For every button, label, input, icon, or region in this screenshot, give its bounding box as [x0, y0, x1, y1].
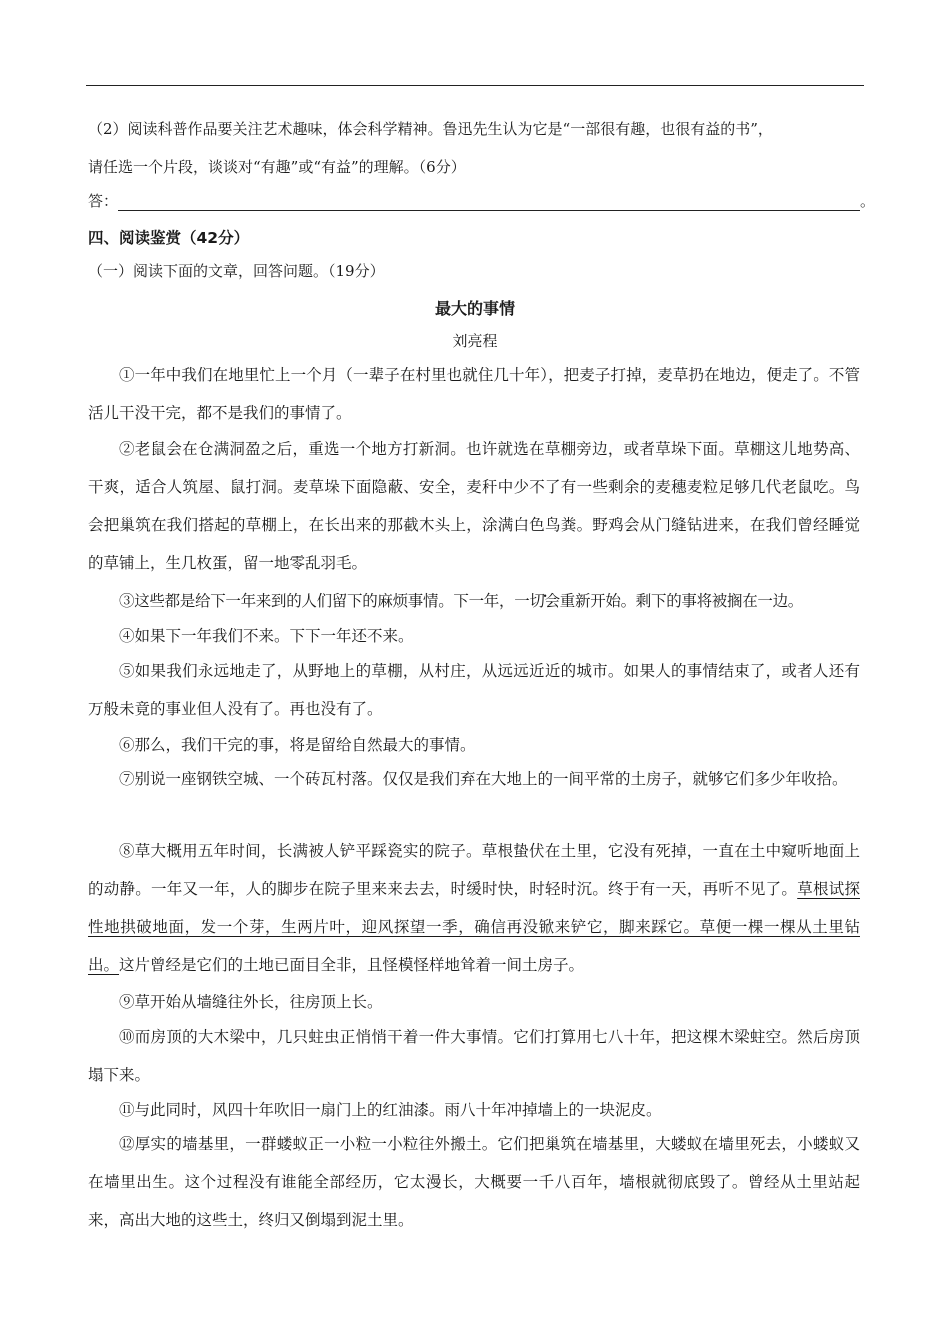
question-2-line-2: 请任选一个片段，谈谈对“有趣”或“有益”的理解。（6分） — [88, 158, 466, 176]
answer-line — [88, 190, 875, 211]
answer-label: 答： — [88, 192, 119, 210]
paragraph-8-start: ⑧草大概用五年时间，长满被人铲平踩瓷实的院子。草根蛰伏在土里，它没有死掉，一直在土中窥听地面上的动静。一年又一年，人的脚步在院子里来来去去，时缓时快，时轻时沉。终于有一天，再听不见了。 — [88, 842, 860, 898]
paragraph-3 — [88, 582, 860, 620]
emphasis-dotted: • 一切 — [514, 592, 544, 610]
paragraph-9: ⑨草开始从墙缝往外长，往房顶上长。 — [119, 993, 383, 1011]
paragraph-8-end: 这片曾经是它们的土地已面目全非，且怪模怪样地耸着一间土房子。 — [119, 956, 585, 974]
paragraph-5: ⑤如果我们永远地走了，从野地上的草棚，从村庄，从远远近近的城市。如果人的事情结束了，或者人还有万般未竟的事业但人没有了。再也没有了。 — [88, 662, 860, 718]
answer-end: 。 — [860, 192, 876, 210]
paragraph-1: ①一年中我们在地里忙上一个月（一辈子在村里也就住几十年），把麦子打掉，麦草扔在地边，便走了。不管活儿干没干完，都不是我们的事情了。 — [88, 366, 860, 422]
article-title: 最大的事情 — [434, 299, 515, 318]
paragraph-2: ②老鼠会在仓满洞盈之后，重选一个地方打新洞。也许就选在草棚旁边，或者草垛下面。草棚这儿地势高、干爽，适合人筑屋、鼠打洞。麦草垛下面隐蔽、安全，麦秆中少不了有一些剩余的麦穗麦粒足够几代老鼠吃。鸟会把巢筑在我们搭起的草棚上，在长出来的那截木头上，涂满白色鸟粪。野鸡会从门缝钻进来，在我们曾经睡觉的草铺上，生几枚蛋，留一地零乱羽毛。 — [88, 440, 860, 572]
paragraph-3-start: ③这些都是给下一年来到的人们留下的麻烦事情。下一年， — [119, 592, 515, 610]
paragraph-10: ⑩而房顶的大木梁中，几只蛀虫正悄悄干着一件大事情。它们打算用七八十年，把这棵木梁蛀空。然后房顶塌下来。 — [88, 1028, 860, 1084]
section-heading: 四、阅读鉴赏（42分） — [88, 229, 250, 247]
paragraph-11: ⑪与此同时，风四十年吹旧一扇门上的红油漆。雨八十年冲掉墙上的一块泥皮。 — [119, 1101, 662, 1119]
section-subheading: （一）阅读下面的文章，回答问题。（19分） — [88, 262, 385, 280]
paragraph-3-end: 会重新开始。剩下的事将被搁在一边。 — [544, 592, 804, 610]
paragraph-8 — [88, 832, 860, 984]
answer-blank[interactable] — [118, 192, 860, 211]
top-rule — [86, 85, 864, 86]
underlined-sentence: 草根试探性地拱破地面，发一个芽，生两片叶，迎风探望一季，确信再没锨来铲它，脚来踩它。草便一棵一棵从土里钻出。 — [88, 880, 860, 974]
paragraph-7: ⑦别说一座钢铁空城、一个砖瓦村落。仅仅是我们弃在大地上的一间平常的土房子，就够它们多少年收拾。 — [119, 770, 848, 788]
paragraph-4: ④如果下一年我们不来。下下一年还不来。 — [119, 627, 414, 645]
question-2-line-1: （2）阅读科普作品要关注艺术趣味，体会科学精神。鲁迅先生认为它是“一部很有趣，也很有益的书”， — [88, 120, 773, 138]
article-author: 刘亮程 — [452, 332, 498, 350]
paragraph-6: ⑥那么，我们干完的事，将是留给自然最大的事情。 — [119, 736, 476, 754]
paragraph-12: ⑫厚实的墙基里，一群蝼蚁正一小粒一小粒往外搬土。它们把巢筑在墙基里，大蝼蚁在墙里死去，小蝼蚁又在墙里出生。这个过程没有谁能全部经历，它太漫长，大概要一千八百年，墙根就彻底毁了。曾经从土里站起来，高出大地的这些土，终归又倒塌到泥土里。 — [88, 1135, 860, 1229]
